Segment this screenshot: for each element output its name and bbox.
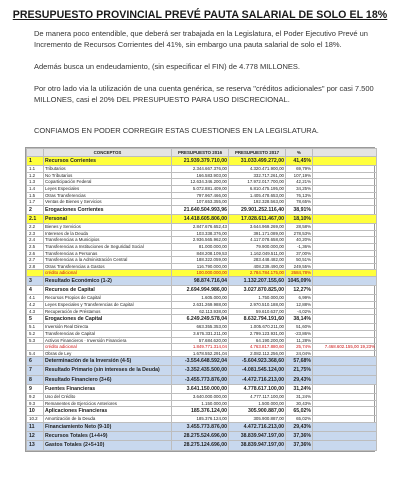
budget-2016-cell: 28.275.124.696,00 [172,441,229,450]
concept-cell: crédito adicional [44,270,172,277]
percent-cell: 29,43% [286,423,313,432]
concept-cell: Fuentes Financieras [44,384,172,393]
budget-2017-cell: 2.082.112.256,00 [229,350,286,357]
extra-note-cell [313,257,377,264]
percent-cell: 2684,78% [286,270,313,277]
budget-2016-cell: 14.418.605.806,00 [172,214,229,223]
percent-cell: 34,25% [286,185,313,192]
budget-2016-cell: 21.939.379.710,00 [172,157,229,166]
budget-2017-cell: 38.839.947.197,00 [229,432,286,441]
budget-2017-cell: 1.750.000,00 [229,295,286,302]
concept-cell: Gastos Totales (2+5+10) [44,441,172,450]
budget-2017-cell: -4.472.716.213,00 [229,375,286,384]
row-index-cell [27,344,44,351]
percent-cell: 57,68% [286,357,313,366]
extra-note-cell [313,263,377,270]
table-row [27,179,377,186]
extra-note-cell [313,157,377,166]
concept-cell: Resultado Financiero (3+6) [44,375,172,384]
percent-cell: 42,21% [286,179,313,186]
extra-note-cell [313,308,377,315]
table-row [27,400,377,407]
budget-2016-cell: 6.249.249.578,04 [172,315,229,324]
table-row [27,330,377,337]
extra-note-cell [313,192,377,199]
row-index-cell: 9 [27,384,44,393]
concept-cell: Leyes Especiales y Transferencias de Capital [44,301,172,308]
table-row [27,172,377,179]
budget-2016-cell: 1.605.000,00 [172,295,229,302]
budget-2017-cell: 3.027.870.825,00 [229,286,286,295]
concept-cell: Recursos Totales (1+4+9) [44,432,172,441]
row-index-cell: 2.2 [27,224,44,231]
concept-cell: Financiamiento Neto (9-10) [44,423,172,432]
header-concepts: CONCEPTOS [44,149,172,157]
budget-2016-cell: 81.000.000,00 [172,243,229,250]
budget-2017-cell: 4.778.617.100,00 [229,384,286,393]
table-row [27,394,377,401]
row-index-cell: 2.3 [27,230,44,237]
budget-2017-cell: 4.320.471.900,00 [229,166,286,173]
row-index-cell: 1.4 [27,185,44,192]
budget-2016-cell: 185.376.124,00 [172,416,229,423]
table-row [27,301,377,308]
extra-note-cell: 7.468.602.155,00 19,23% [313,344,377,351]
table-row [27,423,377,432]
concept-cell: Activos Financieros · Inversión Financiera [44,337,172,344]
table-row [27,407,377,416]
extra-note-cell [313,423,377,432]
paragraph-conclusion: CONFIAMOS EN PODER CORREGIR ESTAS CUESTIONES EN LA LEGISLATURA. [34,126,319,135]
row-index-cell: 2.8 [27,263,44,270]
table-row [27,185,377,192]
concept-cell: Tributarios [44,166,172,173]
concept-cell: Resultado Primario (sin intereses de la Deuda) [44,366,172,375]
percent-cell: 25,74% [286,344,313,351]
extra-note-cell [313,407,377,416]
row-index-cell: 3 [27,276,44,285]
row-index-cell: 2.6 [27,250,44,257]
extra-note-cell [313,276,377,285]
percent-cell: 30,43% [286,400,313,407]
percent-cell: 37,00% [286,250,313,257]
budget-2016-cell: 2.631.269.988,00 [172,301,229,308]
budget-2016-cell: 57.684.620,00 [172,337,229,344]
table-row [27,295,377,302]
table-row [27,337,377,344]
row-index-cell: 12 [27,432,44,441]
budget-2017-cell: 8.632.794.191,60 [229,315,286,324]
concept-cell: Obras de Ley [44,350,172,357]
header-budget-2017: PRESUPUESTO 2017 [229,149,286,157]
budget-2016-cell: 21.640.504.993,96 [172,205,229,214]
row-index-cell: 6 [27,357,44,366]
table-row [27,324,377,331]
budget-2016-cell: 103.338.376,00 [172,230,229,237]
table-row [27,192,377,199]
percent-cell: 31,24% [286,394,313,401]
percent-cell: 69,79% [286,166,313,173]
document-title: PRESUPUESTO PROVINCIAL PREVÉ PAUTA SALARIAL DE SOLO EL 18% [12,9,388,21]
table-row [27,230,377,237]
table-row [27,315,377,324]
budget-2017-cell: 4.472.716.213,00 [229,423,286,432]
concept-cell: Bienes y Servicios [44,224,172,231]
header-budget-2016: PRESUPUESTO 2016 [172,149,229,157]
concept-cell: Resultado Económico (1-2) [44,276,172,285]
budget-2017-cell: 1.005.670.211,00 [229,324,286,331]
budget-2017-cell: 1.500.000,00 [229,400,286,407]
percent-cell: 65,02% [286,407,313,416]
row-index-cell: 2.5 [27,243,44,250]
percent-cell: 31,24% [286,384,313,393]
extra-note-cell [313,301,377,308]
table-row [27,237,377,244]
concept-cell: Intereses de la Deuda [44,230,172,237]
percent-cell: 249,55% [286,263,313,270]
percent-cell: 24,04% [286,350,313,357]
paragraph-additional-credits: Por otro lado via la utilización de una cuenta genérica, se reserva "créditos adicionales" por casi 7.500 MILLONES, casi el 20% DEL PRESUPUESTO PARA USO DISCRECIONAL. [34,84,374,104]
concept-cell: Otras Transferencias [44,192,172,199]
table-row [27,276,377,285]
budget-2017-cell: 3.644.969.269,00 [229,224,286,231]
budget-2017-cell: 31.033.499.272,00 [229,157,286,166]
extra-note-cell [313,394,377,401]
paragraph-debt: Además busca un endeudamiento, (sin especificar el FIN) de 4.778 MILLONES. [34,62,300,71]
table-row [27,205,377,214]
table-row [27,432,377,441]
table-row [27,250,377,257]
budget-2016-cell: 3.455.773.876,00 [172,423,229,432]
budget-2016-cell: 1.150.000,00 [172,400,229,407]
extra-note-cell [313,324,377,331]
table-row [27,416,377,423]
extra-note-cell [313,416,377,423]
concept-cell: Recursos Corrientes [44,157,172,166]
budget-2017-cell: 1.162.049.511,00 [229,250,286,257]
budget-2016-cell: 116.790.000,00 [172,263,229,270]
extra-note-cell [313,224,377,231]
percent-cell: 78,65% [286,199,313,206]
row-index-cell: 2.7 [27,257,44,264]
budget-2017-cell: 305.900.887,00 [229,407,286,416]
row-index-cell: 8 [27,375,44,384]
concept-cell: Recursos Propios de Capital [44,295,172,302]
row-index-cell: 4.1 [27,295,44,302]
extra-note-cell [313,243,377,250]
table-row [27,366,377,375]
concept-cell: crédito adicional [44,344,172,351]
concept-cell: Transferencias a la Administración Central [44,257,172,264]
row-index-cell: 2.1 [27,214,44,223]
concept-cell: Ventas de Bienes y Servicios [44,199,172,206]
budget-2016-cell: 848.208.109,53 [172,250,229,257]
budget-2017-cell: 2.799.123.931,00 [229,330,286,337]
extra-note-cell [313,315,377,324]
concept-cell: Inversión Real Directa [44,324,172,331]
concept-cell: Transferencias a Instituciones de Seguridad Social [44,243,172,250]
budget-2016-cell: -3.352.435.500,00 [172,366,229,375]
table-row [27,375,377,384]
extra-note-cell [313,441,377,450]
concept-cell: Determinación de la Inversión (4-5) [44,357,172,366]
percent-cell: 41,45% [286,157,313,166]
row-index-cell: 7 [27,366,44,375]
extra-note-cell [313,166,377,173]
concept-cell: Recursos de Capital [44,286,172,295]
budget-2016-cell: 1.849.771.314,04 [172,344,229,351]
percent-cell: 51,60% [286,324,313,331]
budget-2016-cell: 185.376.124,00 [172,407,229,416]
budget-2016-cell: 166.583.903,00 [172,172,229,179]
table-row [27,357,377,366]
budget-2016-cell: 98.874.716,04 [172,276,229,285]
budget-2017-cell: 59.610.637,00 [229,308,286,315]
concept-cell: Aplicaciones Financieras [44,407,172,416]
percent-cell: 18,10% [286,214,313,223]
budget-2017-cell: 283.448.482,00 [229,257,286,264]
table-row [27,263,377,270]
budget-2016-cell: 3.641.150.000,00 [172,384,229,393]
percent-cell: 6,99% [286,295,313,302]
percent-cell: 38,91% [286,205,313,214]
table-header-row [27,149,377,157]
budget-2016-cell: 663.355.353,00 [172,324,229,331]
budget-2017-cell: 408.239.490,00 [229,263,286,270]
budget-2017-cell: -4.081.545.124,00 [229,366,286,375]
percent-cell: 37,36% [286,432,313,441]
row-index-cell: 5.1 [27,324,44,331]
row-index-cell: 1.1 [27,166,44,173]
extra-note-cell [313,205,377,214]
row-index-cell: 2.4 [27,237,44,244]
row-index-cell: 1.5 [27,192,44,199]
row-index-cell: 5.2 [27,330,44,337]
budget-2017-cell: 38.839.947.197,00 [229,441,286,450]
percent-cell: -23,86% [286,330,313,337]
percent-cell: 38,14% [286,315,313,324]
budget-2017-cell: 79.900.000,00 [229,243,286,250]
header-index [27,149,44,157]
budget-2017-cell: 17.972.017.700,00 [229,179,286,186]
budget-spreadsheet [25,147,375,452]
budget-2017-cell: 332.717.261,00 [229,172,286,179]
budget-2016-cell: 3.676.331.211,00 [172,330,229,337]
table-row [27,441,377,450]
row-index-cell: 4.2 [27,301,44,308]
row-index-cell: 5 [27,315,44,324]
table-row [27,384,377,393]
percent-cell: 40,20% [286,237,313,244]
budget-2017-cell: 64.190.200,00 [229,337,286,344]
table-row [27,286,377,295]
budget-2017-cell: -5.604.923.368,60 [229,357,286,366]
extra-note-cell [313,400,377,407]
budget-table [26,148,377,451]
extra-note-cell [313,366,377,375]
budget-2016-cell: -3.455.773.876,00 [172,375,229,384]
row-index-cell: 4.3 [27,308,44,315]
concept-cell: Leyes Especiales [44,185,172,192]
table-row [27,214,377,223]
extra-note-cell [313,230,377,237]
row-index-cell: 5.3 [27,337,44,344]
budget-2016-cell: 1.678.552.291,04 [172,350,229,357]
budget-2016-cell: 3.640.000.000,00 [172,394,229,401]
table-row [27,199,377,206]
concept-cell: Personal [44,214,172,223]
header-percent: % [286,149,313,157]
concept-cell: Amortización de la Deuda [44,416,172,423]
percent-cell: 1045,09% [286,276,313,285]
extra-note-cell [313,375,377,384]
budget-2017-cell: 4.763.817.880,60 [229,344,286,351]
row-index-cell: 11 [27,423,44,432]
budget-2017-cell: 192.328.563,00 [229,199,286,206]
extra-note-cell [313,295,377,302]
budget-2016-cell: 100.000.000,00 [172,270,229,277]
concept-cell: Coparticipación Federal [44,179,172,186]
extra-note-cell [313,270,377,277]
table-row [27,157,377,166]
percent-cell: 76,13% [286,192,313,199]
row-index-cell: 13 [27,441,44,450]
row-index-cell: 2 [27,205,44,214]
row-index-cell [27,270,44,277]
concept-cell: Transferencias a Personas [44,250,172,257]
concept-cell: Erogaciones Corrientes [44,205,172,214]
extra-note-cell [313,185,377,192]
budget-2016-cell: 28.275.524.696,00 [172,432,229,441]
budget-2017-cell: 4.117.078.658,00 [229,237,286,244]
extra-note-cell [313,179,377,186]
budget-2016-cell: 2.847.676.652,43 [172,224,229,231]
percent-cell: 37,36% [286,441,313,450]
row-index-cell: 9.3 [27,400,44,407]
row-index-cell: 10 [27,407,44,416]
row-index-cell: 10.2 [27,416,44,423]
budget-2017-cell: 2.784.784.175,00 [229,270,286,277]
table-row [27,270,377,277]
row-index-cell: 1.7 [27,199,44,206]
extra-note-cell [313,384,377,393]
concept-cell: Remanentes de Ejercicios Anteriores [44,400,172,407]
percent-cell: -4,02% [286,308,313,315]
table-row [27,224,377,231]
percent-cell: 29,43% [286,375,313,384]
budget-2016-cell: 107.653.355,00 [172,199,229,206]
extra-note-cell [313,337,377,344]
extra-note-cell [313,350,377,357]
budget-2017-cell: 1.132.207.155,60 [229,276,286,285]
percent-cell: 12,27% [286,286,313,295]
budget-2016-cell: 188.322.059,00 [172,257,229,264]
budget-2016-cell: -3.554.648.592,04 [172,357,229,366]
budget-2016-cell: 62.113.938,00 [172,308,229,315]
extra-note-cell [313,330,377,337]
extra-note-cell [313,172,377,179]
percent-cell: 50,51% [286,257,313,264]
percent-cell: -1,36% [286,243,313,250]
budget-2016-cell: 12.634.346.200,00 [172,179,229,186]
concept-cell: No Tributarios [44,172,172,179]
row-index-cell: 5.4 [27,350,44,357]
budget-2016-cell: 2.694.994.986,00 [172,286,229,295]
table-row [27,344,377,351]
paragraph-intro: De manera poco entendible, que deberá ser trabajada en la Legislatura, el Poder Ejecutivo Prevé un Incremento de Recursos Corrientes del 41%, sin embargo una pauta salarial de solo el 18%. [34,29,368,49]
percent-cell: 65,02% [286,416,313,423]
budget-2017-cell: 4.777.117.100,00 [229,394,286,401]
row-index-cell: 1.3 [27,179,44,186]
table-row [27,243,377,250]
budget-2017-cell: 17.028.611.467,00 [229,214,286,223]
budget-2016-cell: 2.936.565.962,00 [172,237,229,244]
budget-2016-cell: 2.344.667.376,00 [172,166,229,173]
extra-note-cell [313,286,377,295]
extra-note-cell [313,357,377,366]
budget-2017-cell: 6.810.475.195,00 [229,185,286,192]
percent-cell: 12,88% [286,301,313,308]
budget-2016-cell: 5.072.881.409,00 [172,185,229,192]
extra-note-cell [313,214,377,223]
table-row [27,257,377,264]
extra-note-cell [313,237,377,244]
concept-cell: Otras Transferencias a Gastos [44,263,172,270]
concept-cell: Transferencias a Municipios [44,237,172,244]
concept-cell: Recuperación de Préstamos [44,308,172,315]
budget-2016-cell: 797.967.466,00 [172,192,229,199]
table-row [27,350,377,357]
percent-cell: 11,28% [286,337,313,344]
budget-2017-cell: 1.405.478.653,00 [229,192,286,199]
percent-cell: 278,53% [286,230,313,237]
budget-2017-cell: 29.901.252.116,40 [229,205,286,214]
extra-note-cell [313,199,377,206]
row-index-cell: 1.2 [27,172,44,179]
table-row [27,308,377,315]
row-index-cell: 4 [27,286,44,295]
concept-cell: Erogaciones de Capital [44,315,172,324]
percent-cell: 107,19% [286,172,313,179]
concept-cell: Transferencias de Capital [44,330,172,337]
table-row [27,166,377,173]
budget-2017-cell: 2.970.510.188,00 [229,301,286,308]
extra-note-cell [313,250,377,257]
header-extra [313,149,377,157]
row-index-cell: 1 [27,157,44,166]
concept-cell: Uso del Crédito [44,394,172,401]
percent-cell: 28,58% [286,224,313,231]
row-index-cell: 9.2 [27,394,44,401]
budget-2017-cell: 391.171.089,00 [229,230,286,237]
extra-note-cell [313,432,377,441]
budget-2017-cell: 305.900.887,00 [229,416,286,423]
percent-cell: 21,75% [286,366,313,375]
